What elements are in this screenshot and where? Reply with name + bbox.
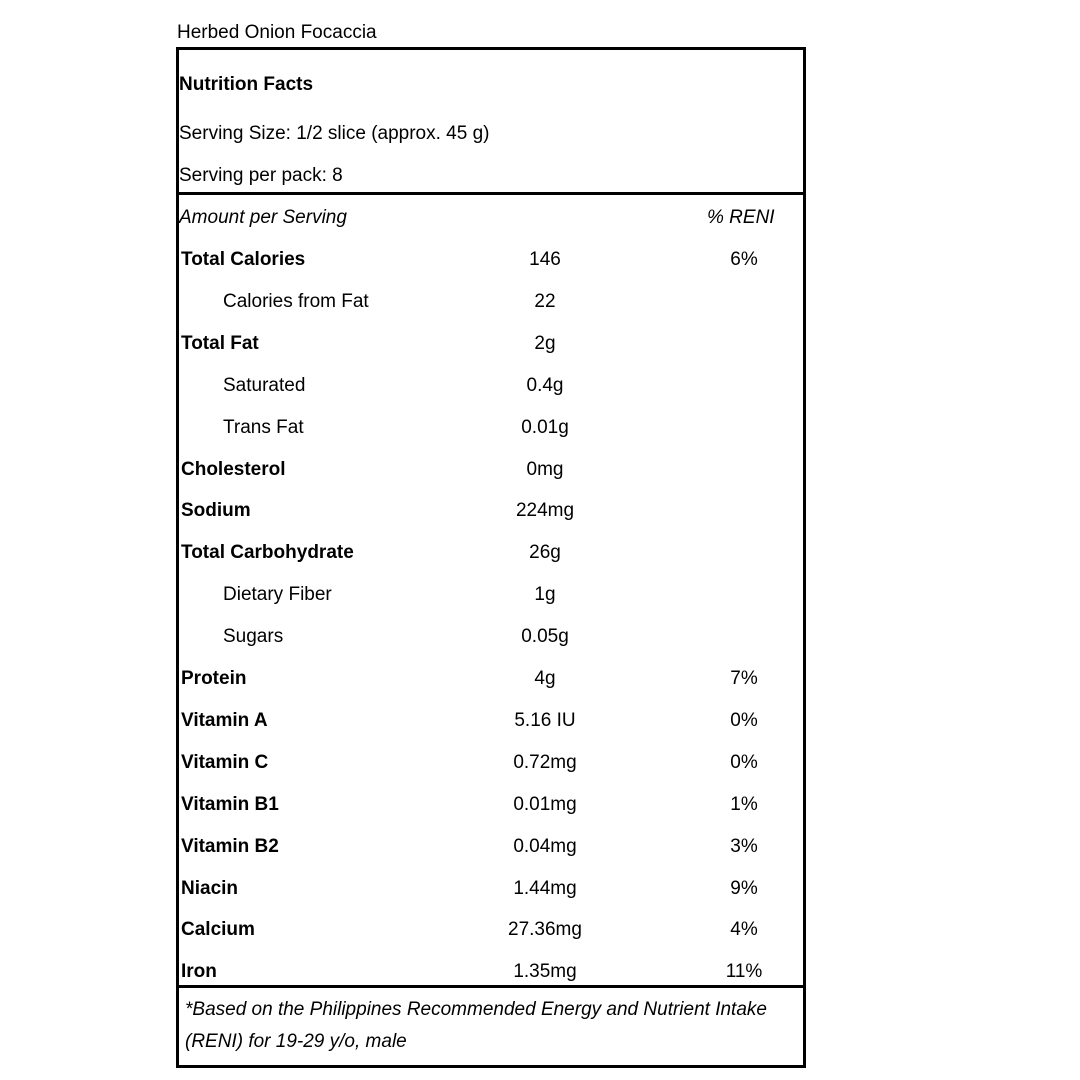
nutrient-reni-percent: 4%	[730, 919, 758, 941]
nutrient-name: Protein	[181, 668, 247, 689]
nutrient-name: Total Carbohydrate	[181, 542, 354, 564]
table-row	[179, 417, 803, 459]
table-row	[179, 500, 803, 542]
label-header	[179, 50, 803, 195]
table-row	[179, 333, 803, 375]
nutrient-amount: 1.35mg	[513, 961, 577, 983]
nutrient-name: Iron	[181, 961, 217, 983]
table-row	[179, 459, 803, 501]
nutrient-name: Total Calories	[181, 249, 306, 270]
nutrient-amount: 0.04mg	[513, 835, 577, 857]
product-name: Herbed Onion Focaccia	[177, 22, 377, 43]
nutrient-amount: 224mg	[515, 500, 575, 522]
table-row	[179, 878, 803, 920]
nutrient-amount: 5.16 IU	[514, 709, 576, 731]
amount-per-serving-header: Amount per Serving	[179, 207, 347, 228]
nutrient-reni-percent: 3%	[730, 835, 758, 857]
nutrient-name: Sugars	[223, 626, 284, 648]
nutrient-amount: 0.05g	[521, 626, 569, 648]
nutrient-reni-percent: 0%	[730, 709, 758, 731]
nutrient-name: Calcium	[181, 919, 255, 941]
nutrient-reni-percent: 7%	[730, 668, 758, 689]
table-row	[179, 291, 803, 333]
nutrient-table	[179, 195, 803, 985]
nutrient-name: Saturated	[223, 374, 306, 396]
nutrient-reni-percent: 0%	[730, 751, 758, 773]
nutrient-name: Niacin	[181, 877, 239, 899]
nutrient-reni-percent: 11%	[725, 961, 763, 983]
nutrient-name: Vitamin B1	[181, 793, 279, 815]
nutrient-name: Dietary Fiber	[223, 584, 332, 606]
nutrient-amount: 146	[529, 249, 561, 270]
table-row	[179, 375, 803, 417]
nutrient-amount: 0.4g	[526, 374, 564, 396]
table-row	[179, 668, 803, 710]
nutrient-amount: 27.36mg	[508, 919, 582, 941]
nutrient-name: Calories from Fat	[223, 290, 369, 312]
table-row	[179, 584, 803, 626]
nutrient-reni-percent: 9%	[730, 877, 758, 899]
nutrient-name: Vitamin C	[181, 751, 269, 773]
nutrient-amount: 1.44mg	[513, 877, 577, 899]
table-row	[179, 710, 803, 752]
nutrient-name: Vitamin A	[181, 709, 268, 731]
serving-per-pack: Serving per pack: 8	[179, 165, 343, 186]
nutrient-reni-percent: 1%	[730, 793, 758, 815]
nutrient-name: Vitamin B2	[181, 835, 279, 857]
table-row	[179, 794, 803, 836]
table-row	[179, 542, 803, 584]
nutrient-name: Cholesterol	[181, 458, 286, 480]
table-row	[179, 626, 803, 668]
label-title: Nutrition Facts	[179, 74, 314, 95]
nutrient-amount: 0.01mg	[513, 793, 577, 815]
table-row	[179, 752, 803, 794]
nutrient-amount: 26g	[529, 542, 561, 564]
nutrient-amount: 1g	[534, 584, 556, 606]
table-row	[179, 836, 803, 878]
nutrition-label	[176, 47, 806, 1068]
serving-size: Serving Size: 1/2 slice (approx. 45 g)	[179, 123, 490, 144]
nutrient-amount: 0.01g	[521, 416, 569, 438]
footnote: *Based on the Philippines Recommended Energy and Nutrient Intake (RENI) for 19-29 y/o, male	[185, 999, 767, 1052]
table-row	[179, 919, 803, 961]
nutrient-name: Sodium	[181, 500, 251, 522]
table-row	[179, 249, 803, 291]
nutrient-amount: 2g	[534, 332, 556, 354]
nutrient-amount: 0.72mg	[513, 751, 577, 773]
nutrient-name: Trans Fat	[223, 416, 304, 438]
nutrient-name: Total Fat	[181, 332, 259, 354]
reni-header: % RENI	[707, 207, 775, 228]
nutrient-reni-percent: 6%	[730, 249, 758, 270]
label-footer	[179, 985, 803, 1068]
nutrient-amount: 22	[534, 290, 556, 312]
nutrient-amount: 4g	[534, 668, 556, 689]
nutrient-amount: 0mg	[526, 458, 564, 480]
